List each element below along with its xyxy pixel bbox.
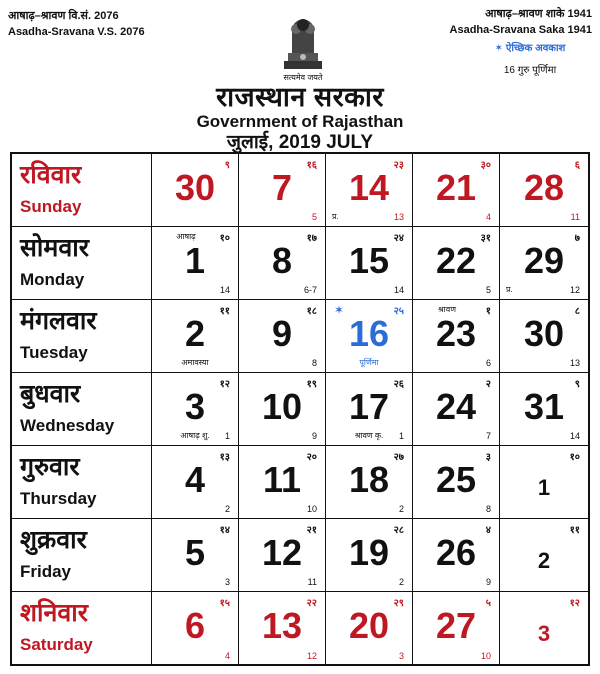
date-cell[interactable] [500,592,588,665]
date-cell[interactable] [500,373,588,445]
weekday-cell [12,592,152,665]
date-cell[interactable] [413,154,500,226]
date-cell[interactable] [239,300,326,372]
tithi-number: २७ [393,452,404,463]
calendar-row-tuesday [12,300,588,373]
date-cell[interactable] [152,373,239,445]
nakshatra-number: 3 [224,577,230,587]
calendar-row-friday [12,519,588,592]
header-left [8,8,145,40]
date-number: 13 [261,605,303,646]
date-number: 26 [435,532,477,573]
date-cell[interactable] [413,300,500,372]
date-number: 3 [184,386,206,427]
tithi-number: २ [485,379,491,390]
tithi-number: ३ [485,452,491,463]
date-number: 12 [261,532,303,573]
date-number: 15 [348,240,390,281]
cell-note: श्रावण [438,305,456,314]
tithi-number: १२ [569,598,580,609]
tithi-number: २५ [393,306,404,317]
date-cell[interactable] [239,373,326,445]
tithi-number: २४ [393,233,404,244]
tithi-number: ५ [485,598,491,609]
date-number: 5 [184,532,206,573]
nakshatra-number: 7 [485,431,491,441]
date-number: 24 [435,386,477,427]
header-left-line1: आषाढ़–श्रावण वि.सं. 2076 [8,10,119,22]
date-number: 8 [271,240,293,281]
emblem-icon [278,8,328,82]
weekday-cell [12,446,152,518]
weekday-hindi: रविवार [20,161,82,189]
weekday-hindi: सोमवार [20,234,89,262]
date-cell[interactable] [239,519,326,591]
nakshatra-number: 5 [485,285,491,295]
date-number: 27 [435,605,477,646]
nakshatra-number: 2 [398,577,404,587]
date-cell[interactable] [152,446,239,518]
tithi-number: १ [485,306,491,317]
date-cell[interactable] [500,300,588,372]
date-cell[interactable] [152,592,239,665]
cell-note: प्र. [506,285,513,294]
date-number: 9 [271,313,293,354]
date-number: 14 [348,167,390,208]
date-number: 19 [348,532,390,573]
date-cell[interactable] [326,154,413,226]
date-cell[interactable] [239,227,326,299]
tithi-number: ८ [574,306,580,317]
tithi-number: १५ [219,598,230,609]
date-cell[interactable] [413,446,500,518]
date-cell[interactable] [152,227,239,299]
date-number: 1 [537,475,551,500]
date-cell[interactable] [500,154,588,226]
tithi-number: १३ [219,452,230,463]
date-cell[interactable] [326,300,413,372]
tithi-number: २१ [306,525,317,536]
tithi-number: ६ [574,160,580,171]
date-number: 10 [261,386,303,427]
nakshatra-number: 13 [569,358,580,368]
date-number: 28 [523,167,565,208]
calendar-row-thursday [12,446,588,519]
date-cell[interactable] [326,373,413,445]
date-number: 4 [184,459,206,500]
optional-holiday-note [470,40,590,76]
holiday-star-icon: ✶ [334,303,345,317]
date-cell[interactable] [152,300,239,372]
tithi-number: १० [219,233,230,244]
header-right-line1: आषाढ़–श्रावण शाके 1941 [485,8,592,20]
tithi-number: ३० [480,160,491,171]
nakshatra-number: 11 [307,577,317,587]
tithi-number: २८ [393,525,404,536]
nakshatra-number: 12 [569,285,580,295]
nakshatra-number: 4 [224,651,230,661]
nakshatra-number: 8 [311,358,317,368]
nakshatra-number: 1 [398,431,404,441]
date-cell[interactable] [500,227,588,299]
tithi-number: १६ [306,160,317,171]
tithi-number: १८ [306,306,317,317]
tithi-number: १० [569,452,580,463]
tithi-number: १९ [306,379,317,390]
weekday-cell [12,154,152,226]
date-cell[interactable] [500,519,588,591]
tithi-number: ९ [224,160,230,171]
date-number: 23 [435,313,477,354]
date-number: 7 [271,167,293,208]
weekday-cell [12,300,152,372]
weekday-hindi: मंगलवार [20,307,97,335]
date-number: 30 [174,167,216,208]
date-number: 20 [348,605,390,646]
title-month: जुलाई, 2019 JULY [226,132,374,153]
optional-holiday-entry: 16 गुरु पूर्णिमा [503,65,557,76]
weekday-cell [12,373,152,445]
calendar-row-monday [12,227,588,300]
optional-holiday-label: ऐच्छिक अवकाश [505,43,566,54]
date-cell[interactable] [326,592,413,665]
date-cell[interactable] [239,154,326,226]
cell-note: आषाढ़ शु. [180,431,210,440]
tithi-number: ९ [574,379,580,390]
date-cell[interactable] [413,519,500,591]
tithi-number: ११ [219,306,230,317]
title-block [160,82,440,154]
nakshatra-number: 6 [485,358,491,368]
emblem-motto: सत्यमेव जयते [283,73,323,82]
date-number: 29 [523,240,565,281]
calendar-row-wednesday [12,373,588,446]
date-cell[interactable] [413,373,500,445]
date-cell[interactable] [413,227,500,299]
date-cell[interactable] [152,519,239,591]
header-left-line2: Asadha-Sravana V.S. 2076 [8,26,145,38]
date-cell[interactable] [326,227,413,299]
tithi-number: ११ [569,525,580,536]
cell-note: श्रावण कृ. [354,431,384,440]
nakshatra-number: 3 [398,651,404,661]
date-cell[interactable] [500,446,588,518]
date-cell[interactable] [413,592,500,665]
date-cell[interactable] [239,446,326,518]
date-cell[interactable] [326,519,413,591]
nakshatra-number: 5 [311,212,317,222]
weekday-english: Thursday [20,489,97,508]
tithi-number: ३१ [480,233,491,244]
nakshatra-number: 4 [485,212,491,222]
calendar-grid [10,152,590,666]
date-number: 1 [184,240,206,281]
nakshatra-number: 10 [306,504,317,514]
weekday-english: Wednesday [20,416,115,435]
weekday-english: Tuesday [20,343,88,362]
weekday-english: Friday [20,562,72,581]
date-number: 18 [348,459,390,500]
date-number: 22 [435,240,477,281]
cell-note: प्र. [332,212,339,221]
date-number: 17 [348,386,390,427]
weekday-hindi: शनिवार [20,599,88,627]
tithi-number: २३ [393,160,404,171]
date-number: 11 [262,459,302,500]
weekday-hindi: बुधवार [20,380,81,408]
tithi-number: १२ [219,379,230,390]
title-english: Government of Rajasthan [196,112,404,131]
nakshatra-number: 2 [224,504,230,514]
nakshatra-number: 6-7 [303,285,317,295]
date-number: 30 [523,313,565,354]
calendar-row-sunday [12,154,588,227]
date-number: 16 [348,313,390,354]
nakshatra-number: 8 [485,504,491,514]
date-number: 31 [523,386,565,427]
weekday-english: Sunday [20,197,82,216]
nakshatra-number: 11 [570,212,580,222]
header-right-line2: Asadha-Sravana Saka 1941 [449,24,592,36]
tithi-number: १४ [219,525,230,536]
cell-note: पूर्णिमा [359,358,379,367]
tithi-number: १७ [306,233,317,244]
weekday-hindi: गुरुवार [20,453,80,481]
header-right [450,6,592,38]
date-number: 25 [435,459,477,500]
tithi-number: २० [306,452,317,463]
nakshatra-number: 14 [393,285,404,295]
nakshatra-number: 14 [219,285,230,295]
nakshatra-number: 9 [311,431,317,441]
date-number: 6 [184,605,206,646]
date-cell[interactable] [239,592,326,665]
nakshatra-number: 10 [480,651,491,661]
date-cell[interactable] [326,446,413,518]
weekday-hindi: शुक्रवार [20,526,87,554]
nakshatra-number: 12 [306,651,317,661]
weekday-cell [12,227,152,299]
nakshatra-number: 14 [569,431,580,441]
date-number: 3 [537,621,551,646]
date-number: 2 [537,548,551,573]
tithi-number: २६ [393,379,404,390]
cell-note: अमावस्या [181,358,209,367]
star-icon: ✶ [494,43,504,54]
title-hindi: राजस्थान सरकार [216,82,384,112]
date-number: 2 [184,313,206,354]
tithi-number: ४ [485,525,491,536]
weekday-cell [12,519,152,591]
nakshatra-number: 13 [393,212,404,222]
tithi-number: २९ [393,598,404,609]
nakshatra-number: 9 [485,577,491,587]
nakshatra-number: 1 [224,431,230,441]
nakshatra-number: 2 [398,504,404,514]
calendar-row-saturday [12,592,588,665]
date-number: 21 [435,167,477,208]
tithi-number: २२ [306,598,317,609]
weekday-english: Saturday [20,635,93,654]
cell-note: आषाढ़ [176,232,196,241]
tithi-number: ७ [574,233,580,244]
weekday-english: Monday [20,270,85,289]
date-cell[interactable] [152,154,239,226]
